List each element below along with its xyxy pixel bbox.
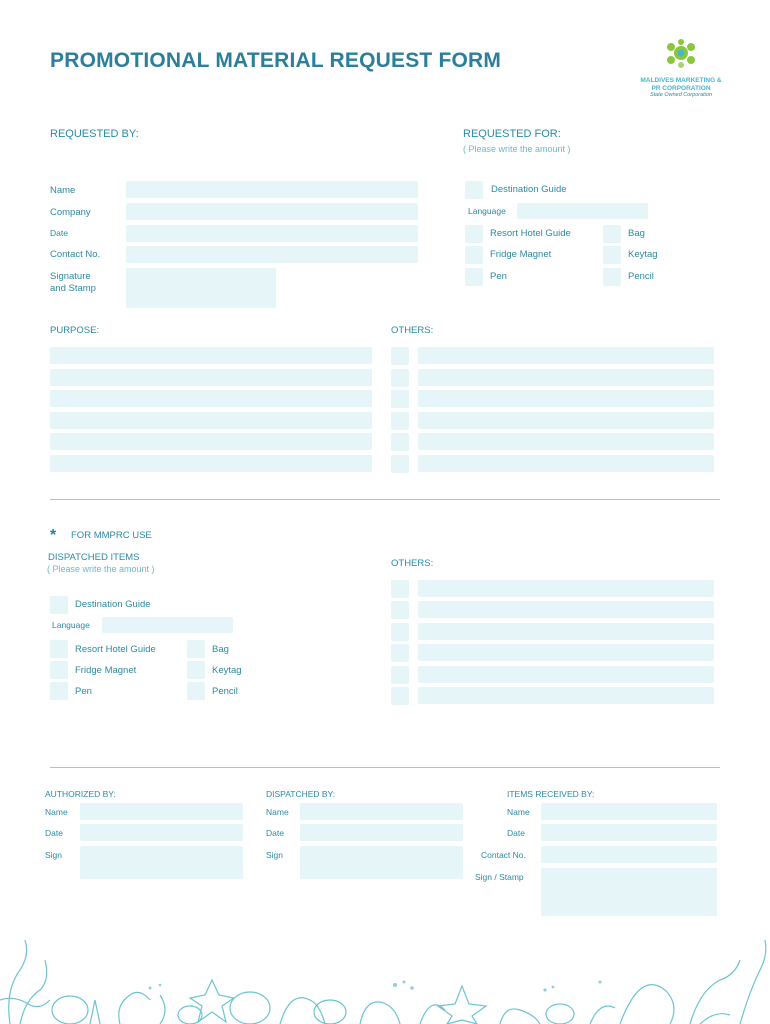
- mmprc-heading: FOR MMPRC USE: [71, 530, 152, 541]
- received-date-input[interactable]: [541, 824, 717, 841]
- purpose-line[interactable]: [50, 347, 372, 364]
- dispatched-items-note: ( Please write the amount ): [47, 564, 155, 574]
- fridge-magnet-label: Fridge Magnet: [490, 249, 552, 260]
- language-label: Language: [468, 206, 506, 216]
- mmprc-bag-checkbox[interactable]: [187, 640, 205, 658]
- mmprc-others-line[interactable]: [418, 623, 714, 640]
- company-input[interactable]: [126, 203, 418, 220]
- mmprc-language-input[interactable]: [102, 617, 233, 633]
- requested-for-note: ( Please write the amount ): [463, 144, 571, 154]
- received-sign-label: Sign / Stamp: [475, 872, 524, 882]
- dispatched-name-input[interactable]: [300, 803, 463, 820]
- logo-sub: State Owned Corporation: [649, 92, 713, 98]
- others-line[interactable]: [418, 369, 714, 386]
- mmprc-fridge-magnet-label: Fridge Magnet: [75, 665, 137, 676]
- dispatched-sign-label: Sign: [266, 850, 284, 860]
- mmprc-resort-hotel-guide-checkbox[interactable]: [50, 640, 68, 658]
- mmprc-destination-guide-label: Destination Guide: [75, 599, 151, 610]
- fridge-magnet-checkbox[interactable]: [465, 246, 483, 264]
- mmprc-pencil-label: Pencil: [212, 686, 238, 697]
- contact-label: Contact No.: [50, 249, 101, 260]
- mmprc-language-label: Language: [52, 620, 90, 630]
- others-line[interactable]: [418, 347, 714, 364]
- mmprc-fridge-magnet-checkbox[interactable]: [50, 661, 68, 679]
- authorized-name-label: Name: [45, 807, 68, 817]
- logo-line1: MALDIVES MARKETING &: [640, 77, 722, 84]
- authorized-name-input[interactable]: [80, 803, 243, 820]
- coral-reef-decoration: [0, 930, 770, 1024]
- page-title: PROMOTIONAL MATERIAL REQUEST FORM: [50, 49, 502, 72]
- signature-label-1: Signature: [50, 271, 91, 282]
- dispatched-heading: DISPATCHED BY:: [266, 789, 336, 799]
- others-line[interactable]: [418, 390, 714, 407]
- mmprc-keytag-checkbox[interactable]: [187, 661, 205, 679]
- keytag-checkbox[interactable]: [603, 246, 621, 264]
- authorized-date-input[interactable]: [80, 824, 243, 841]
- mmprc-pen-checkbox[interactable]: [50, 682, 68, 700]
- company-label: Company: [50, 207, 91, 218]
- others-line[interactable]: [418, 433, 714, 450]
- received-name-input[interactable]: [541, 803, 717, 820]
- requested-for-heading: REQUESTED FOR:: [463, 128, 561, 140]
- mmprc-others-line[interactable]: [418, 666, 714, 683]
- received-heading: ITEMS RECEIVED BY:: [507, 789, 595, 799]
- authorized-date-label: Date: [45, 828, 63, 838]
- mmprc-pen-label: Pen: [75, 686, 92, 697]
- section-divider: [50, 767, 720, 768]
- name-label: Name: [50, 185, 76, 196]
- mmprc-resort-hotel-guide-label: Resort Hotel Guide: [75, 644, 156, 655]
- others-checkbox[interactable]: [391, 455, 409, 473]
- purpose-line[interactable]: [50, 369, 372, 386]
- mmprc-others-line[interactable]: [418, 580, 714, 597]
- name-input[interactable]: [126, 181, 418, 198]
- others-heading: OTHERS:: [391, 325, 434, 336]
- received-name-label: Name: [507, 807, 530, 817]
- others-checkbox[interactable]: [391, 369, 409, 387]
- date-label: Date: [50, 228, 68, 238]
- mmprc-others-checkbox[interactable]: [391, 666, 409, 684]
- destination-guide-label: Destination Guide: [491, 184, 567, 195]
- logo-line2: PR CORPORATION: [651, 84, 711, 92]
- others-checkbox[interactable]: [391, 347, 409, 365]
- resort-hotel-guide-label: Resort Hotel Guide: [490, 228, 571, 239]
- received-contact-label: Contact No.: [481, 850, 526, 860]
- signature-input[interactable]: [126, 268, 276, 308]
- purpose-line[interactable]: [50, 390, 372, 407]
- others-checkbox[interactable]: [391, 412, 409, 430]
- destination-guide-checkbox[interactable]: [465, 181, 483, 199]
- mmprc-others-line[interactable]: [418, 687, 714, 704]
- mmprc-logo: [636, 38, 726, 96]
- requested-by-heading: REQUESTED BY:: [50, 128, 139, 140]
- received-contact-input[interactable]: [541, 846, 717, 863]
- purpose-line[interactable]: [50, 433, 372, 450]
- others-checkbox[interactable]: [391, 390, 409, 408]
- bag-checkbox[interactable]: [603, 225, 621, 243]
- mmprc-destination-guide-checkbox[interactable]: [50, 596, 68, 614]
- dispatched-date-label: Date: [266, 828, 284, 838]
- mmprc-others-line[interactable]: [418, 644, 714, 661]
- mmprc-others-checkbox[interactable]: [391, 580, 409, 598]
- dispatched-items-heading: DISPATCHED ITEMS: [48, 552, 140, 563]
- date-input[interactable]: [126, 225, 418, 242]
- purpose-line[interactable]: [50, 412, 372, 429]
- mmprc-others-checkbox[interactable]: [391, 687, 409, 705]
- mmprc-bag-label: Bag: [212, 644, 229, 655]
- pencil-label: Pencil: [628, 271, 654, 282]
- signature-label-2: and Stamp: [50, 283, 96, 294]
- language-input[interactable]: [517, 203, 648, 219]
- pencil-checkbox[interactable]: [603, 268, 621, 286]
- others-checkbox[interactable]: [391, 433, 409, 451]
- mmprc-others-line[interactable]: [418, 601, 714, 618]
- received-date-label: Date: [507, 828, 525, 838]
- mmprc-others-checkbox[interactable]: [391, 644, 409, 662]
- mmprc-pencil-checkbox[interactable]: [187, 682, 205, 700]
- mmprc-others-heading: OTHERS:: [391, 558, 434, 569]
- authorized-heading: AUTHORIZED BY:: [45, 789, 116, 799]
- mmprc-others-checkbox[interactable]: [391, 601, 409, 619]
- keytag-label: Keytag: [628, 249, 658, 260]
- bag-label: Bag: [628, 228, 645, 239]
- pen-checkbox[interactable]: [465, 268, 483, 286]
- section-divider: [50, 499, 720, 500]
- purpose-line[interactable]: [50, 455, 372, 472]
- authorized-sign-label: Sign: [45, 850, 63, 860]
- dispatched-date-input[interactable]: [300, 824, 463, 841]
- mmprc-others-checkbox[interactable]: [391, 623, 409, 641]
- dispatched-name-label: Name: [266, 807, 289, 817]
- others-line[interactable]: [418, 455, 714, 472]
- others-line[interactable]: [418, 412, 714, 429]
- mmprc-keytag-label: Keytag: [212, 665, 242, 676]
- turtle-logo-icon: [636, 38, 726, 72]
- purpose-heading: PURPOSE:: [50, 325, 100, 336]
- pen-label: Pen: [490, 271, 507, 282]
- resort-hotel-guide-checkbox[interactable]: [465, 225, 483, 243]
- authorized-sign-input[interactable]: [80, 846, 243, 879]
- dispatched-sign-input[interactable]: [300, 846, 463, 879]
- received-sign-input[interactable]: [541, 868, 717, 916]
- star-icon: *: [50, 527, 57, 544]
- contact-input[interactable]: [126, 246, 418, 263]
